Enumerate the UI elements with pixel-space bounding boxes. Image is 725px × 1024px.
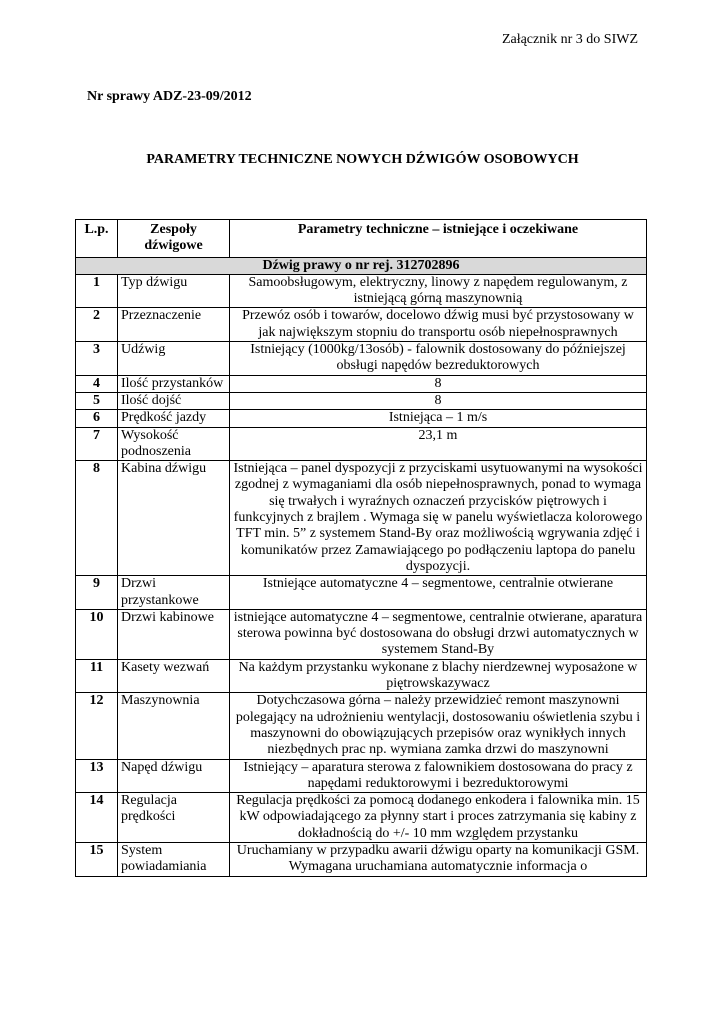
column-header-unit: Zespoły dźwigowe — [118, 220, 230, 258]
table-row — [76, 659, 647, 693]
row-unit: Przeznaczenie — [118, 308, 230, 342]
row-number: 12 — [76, 693, 118, 759]
row-unit: Ilość dojść — [118, 392, 230, 409]
row-number: 13 — [76, 759, 118, 793]
parameters-table — [75, 219, 647, 877]
table-row — [76, 461, 647, 576]
row-params: 8 — [230, 375, 647, 392]
case-number: Nr sprawy ADZ-23-09/2012 — [87, 89, 252, 104]
table-row — [76, 375, 647, 392]
table-row — [76, 609, 647, 659]
row-number: 3 — [76, 342, 118, 376]
table-row — [76, 342, 647, 376]
table-row — [76, 427, 647, 461]
table-row — [76, 274, 647, 308]
attachment-label: Załącznik nr 3 do SIWZ — [501, 32, 638, 47]
row-number: 1 — [76, 274, 118, 308]
row-unit: Ilość przystanków — [118, 375, 230, 392]
row-params: Istniejące automatyczne 4 – segmentowe, centralnie otwierane — [230, 576, 647, 610]
row-params: 23,1 m — [230, 427, 647, 461]
table-row — [76, 793, 647, 843]
row-params: Na każdym przystanku wykonane z blachy nierdzewnej wyposażone w piętrowskazywacz — [230, 659, 647, 693]
table-row — [76, 308, 647, 342]
row-params: Uruchamiany w przypadku awarii dźwigu oparty na komunikacji GSM. Wymagana uruchamiana automatycznie informacja o — [230, 842, 647, 876]
row-unit: Prędkość jazdy — [118, 410, 230, 427]
section-row — [76, 257, 647, 274]
row-number: 2 — [76, 308, 118, 342]
row-number: 5 — [76, 392, 118, 409]
row-unit: Typ dźwigu — [118, 274, 230, 308]
row-number: 4 — [76, 375, 118, 392]
document-title: PARAMETRY TECHNICZNE NOWYCH DŹWIGÓW OSOBOWYCH — [146, 152, 579, 167]
row-unit: Kasety wezwań — [118, 659, 230, 693]
row-number: 8 — [76, 461, 118, 576]
row-number: 6 — [76, 410, 118, 427]
row-number: 14 — [76, 793, 118, 843]
table-row — [76, 842, 647, 876]
row-number: 15 — [76, 842, 118, 876]
row-unit: Kabina dźwigu — [118, 461, 230, 576]
row-unit: Drzwi przystankowe — [118, 576, 230, 610]
row-params: Istniejąca – 1 m/s — [230, 410, 647, 427]
row-number: 9 — [76, 576, 118, 610]
table-header-row — [76, 220, 647, 258]
row-unit: Regulacja prędkości — [118, 793, 230, 843]
row-unit: System powiadamiania — [118, 842, 230, 876]
row-params: 8 — [230, 392, 647, 409]
row-params: istniejące automatyczne 4 – segmentowe, centralnie otwierane, aparatura sterowa powinna być dostosowana do obsługi drzwi automatycznych w systemem Stand-By — [230, 609, 647, 659]
row-params: Samoobsługowym, elektryczny, linowy z napędem regulowanym, z istniejącą górną maszynownią — [230, 274, 647, 308]
row-number: 10 — [76, 609, 118, 659]
table-row — [76, 410, 647, 427]
row-unit: Napęd dźwigu — [118, 759, 230, 793]
row-params: Istniejąca – panel dyspozycji z przyciskami usytuowanymi na wysokości zgodnej z wymaganiami dla osób niepełnosprawnych, ponad to wymaga się trwałych i wyraźnych oznaczeń przycisków piętrowych i funkcyjnych z brajlem . Wymaga się w panelu wyświetlacza kolorowego TFT min. 5” z systemem Stand-By oraz możliwością wgrywania zdjęć i komunikatów przez Zamawiającego po podłączeniu laptopa do panelu dyspozycji. — [230, 461, 647, 576]
row-params: Istniejący (1000kg/13osób) - falownik dostosowany do późniejszej obsługi napędów bezreduktorowych — [230, 342, 647, 376]
row-params: Dotychczasowa górna – należy przewidzieć remont maszynowni polegający na udrożnieniu wentylacji, dostosowaniu oświetlenia szybu i maszynowni do obowiązujących przepisów oraz wynikłych innych niezbędnych prac np. wymiana zamka drzwi do maszynowni — [230, 693, 647, 759]
column-header-params: Parametry techniczne – istniejące i oczekiwane — [230, 220, 647, 258]
row-params: Przewóz osób i towarów, docelowo dźwig musi być przystosowany w jak największym stopniu do transportu osób niepełnosprawnych — [230, 308, 647, 342]
table-row — [76, 392, 647, 409]
row-number: 11 — [76, 659, 118, 693]
table-row — [76, 759, 647, 793]
row-unit: Udźwig — [118, 342, 230, 376]
row-params: Regulacja prędkości za pomocą dodanego enkodera i falownika min. 15 kW odpowiadającego za płynny start i proces zatrzymania się kabiny z dokładnością do +/- 10 mm względem przystanku — [230, 793, 647, 843]
section-title: Dźwig prawy o nr rej. 312702896 — [76, 257, 647, 274]
column-header-lp: L.p. — [76, 220, 118, 258]
row-number: 7 — [76, 427, 118, 461]
table-row — [76, 693, 647, 759]
row-unit: Maszynownia — [118, 693, 230, 759]
row-params: Istniejący – aparatura sterowa z falownikiem dostosowana do pracy z napędami reduktorowymi i bezreduktorowymi — [230, 759, 647, 793]
row-unit: Drzwi kabinowe — [118, 609, 230, 659]
table-row — [76, 576, 647, 610]
row-unit: Wysokość podnoszenia — [118, 427, 230, 461]
